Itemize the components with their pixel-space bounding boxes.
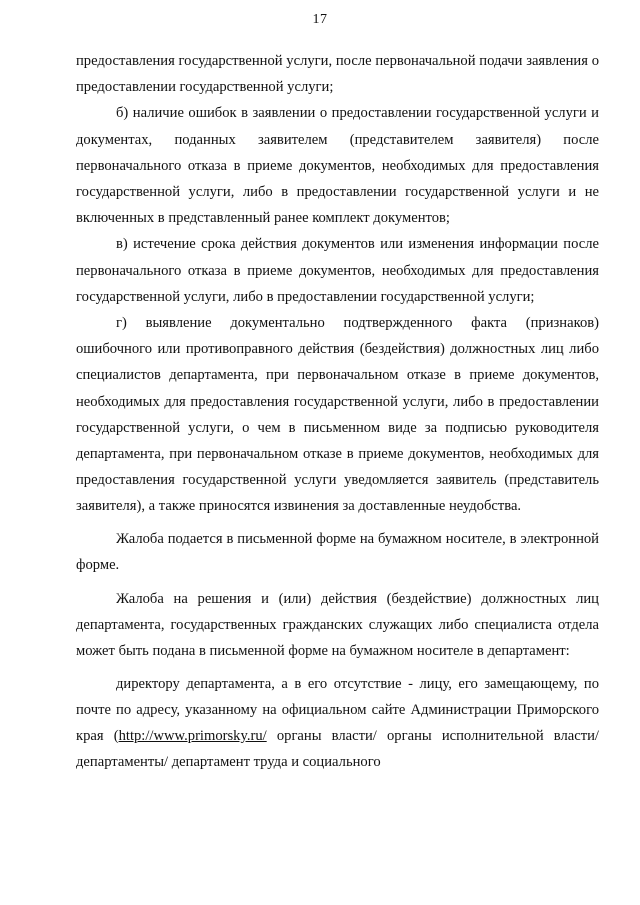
paragraph-complaint-form: Жалоба подается в письменной форме на бумажном носителе, в электронной форме. bbox=[76, 530, 599, 573]
paragraph-item-g: г) выявление документально подтвержденного факта (признаков) ошибочного или противоправного действия (бездействия) должностных лиц либо специалистов департамента, при первоначальном отказе в приеме документов, необходимых для предоставления государственной услуги, либо в предоставлении государственной услуги, о чем в письменном виде за подписью руководителя департамента, при первоначальном отказе в приеме документов, необходимых для предоставления государственной услуги уведомляется заявитель (представитель заявителя), а также приносятся извинения за доставленные неудобства. bbox=[76, 315, 599, 515]
paragraph-complaint-target: Жалоба на решения и (или) действия (бездействие) должностных лиц департамента, государственных гражданских служащих либо специалиста отдела может быть подана в письменной форме на бумажном носителе в департамент: bbox=[76, 591, 599, 660]
paragraph-director-address bbox=[76, 671, 599, 776]
paragraph-continuation: предоставления государственной услуги, после первоначальной подачи заявления о предоставлении государственной услуги; bbox=[76, 53, 599, 96]
address-text-before-link: директору департамента, а в его отсутствие - лицу, его замещающему, по почте по адресу, указанному на официальном сайте Администрации Приморского края ( bbox=[76, 675, 599, 745]
paragraph-item-v: в) истечение срока действия документов или изменения информации после первоначального отказа в приеме документов, необходимых для предоставления государственной услуги, либо в предоставлении государственной услуги; bbox=[76, 236, 599, 305]
address-text-after-link: органы власти/ органы исполнительной власти/ департаменты/ департамент труда и социального bbox=[76, 728, 599, 771]
document-body bbox=[76, 48, 599, 775]
primorsky-site-link[interactable]: http://www.primorsky.ru/ bbox=[118, 728, 267, 745]
page-number: 17 bbox=[312, 12, 328, 27]
paragraph-item-b: б) наличие ошибок в заявлении о предоставлении государственной услуги и документах, поданных заявителем (представителем заявителя) после первоначального отказа в приеме документов, необходимых для предоставления государственной услуги, либо в предоставлении государственной услуги и не включенных в представленный ранее комплект документов; bbox=[76, 105, 599, 227]
